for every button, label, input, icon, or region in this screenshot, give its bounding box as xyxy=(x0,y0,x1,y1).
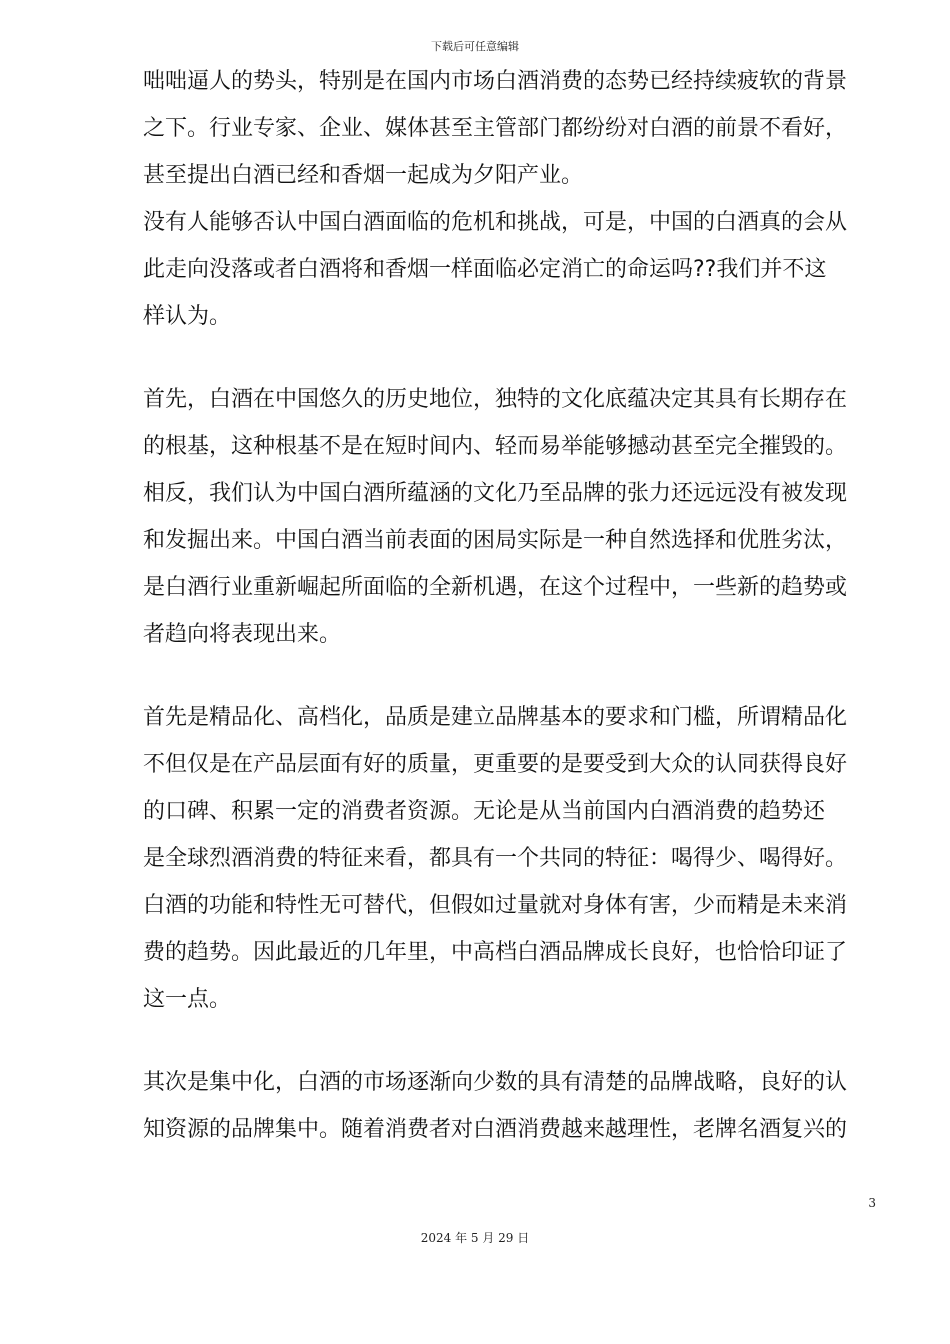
text-line: 甚至提出白酒已经和香烟一起成为夕阳产业。 xyxy=(143,163,584,188)
text-line: 之下。行业专家、企业、媒体甚至主管部门都纷纷对白酒的前景不看好， xyxy=(143,116,848,141)
text-line: 首先是精品化、高档化，品质是建立品牌基本的要求和门槛，所谓精品化 xyxy=(143,705,848,730)
paragraph-gap xyxy=(143,658,878,694)
text-line: 和发掘出来。中国白酒当前表面的困局实际是一种自然选择和优胜劣汰， xyxy=(143,528,848,553)
text-line: 知资源的品牌集中。随着消费者对白酒消费越来越理性，老牌名酒复兴的 xyxy=(143,1117,848,1142)
text-line: 其次是集中化，白酒的市场逐渐向少数的具有清楚的品牌战略，良好的认 xyxy=(143,1070,848,1095)
text-line: 者趋向将表现出来。 xyxy=(143,622,342,647)
text-line: 不但仅是在产品层面有好的质量，更重要的是要受到大众的认同获得良好 xyxy=(143,752,848,777)
paragraph-2 xyxy=(143,199,878,340)
paragraph-4 xyxy=(143,694,878,1023)
text-line: 白酒的功能和特性无可替代，但假如过量就对身体有害，少而精是未来消 xyxy=(143,893,848,918)
text-line: 的根基，这种根基不是在短时间内、轻而易举能够撼动甚至完全摧毁的。 xyxy=(143,434,848,459)
text-line: 相反，我们认为中国白酒所蕴涵的文化乃至品牌的张力还远远没有被发现 xyxy=(143,481,848,506)
paragraph-gap xyxy=(143,340,878,376)
text-line: 的口碑、积累一定的消费者资源。无论是从当前国内白酒消费的趋势还 xyxy=(143,799,826,824)
paragraph-gap xyxy=(143,1023,878,1059)
paragraph-1 xyxy=(143,58,878,199)
document-body xyxy=(143,58,878,1153)
page-header: 下载后可任意编辑 xyxy=(431,40,519,53)
footer-date: 2024 年 5 月 29 日 xyxy=(420,1231,530,1245)
text-line: 此走向没落或者白酒将和香烟一样面临必定消亡的命运吗??我们并不这 xyxy=(143,257,827,282)
text-line: 没有人能够否认中国白酒面临的危机和挑战，可是，中国的白酒真的会从 xyxy=(143,210,848,235)
text-line: 首先，白酒在中国悠久的历史地位，独特的文化底蕴决定其具有长期存在 xyxy=(143,387,848,412)
text-line: 是白酒行业重新崛起所面临的全新机遇，在这个过程中，一些新的趋势或 xyxy=(143,575,848,600)
text-line: 样认为。 xyxy=(143,304,232,329)
text-line: 费的趋势。因此最近的几年里，中高档白酒品牌成长良好，也恰恰印证了 xyxy=(143,940,848,965)
paragraph-3 xyxy=(143,376,878,658)
text-line: 这一点。 xyxy=(143,987,232,1012)
paragraph-5 xyxy=(143,1059,878,1153)
page-number: 3 xyxy=(868,1196,876,1210)
text-line: 是全球烈酒消费的特征来看，都具有一个共同的特征：喝得少、喝得好。 xyxy=(143,846,848,871)
text-line: 咄咄逼人的势头，特别是在国内市场白酒消费的态势已经持续疲软的背景 xyxy=(143,69,848,94)
